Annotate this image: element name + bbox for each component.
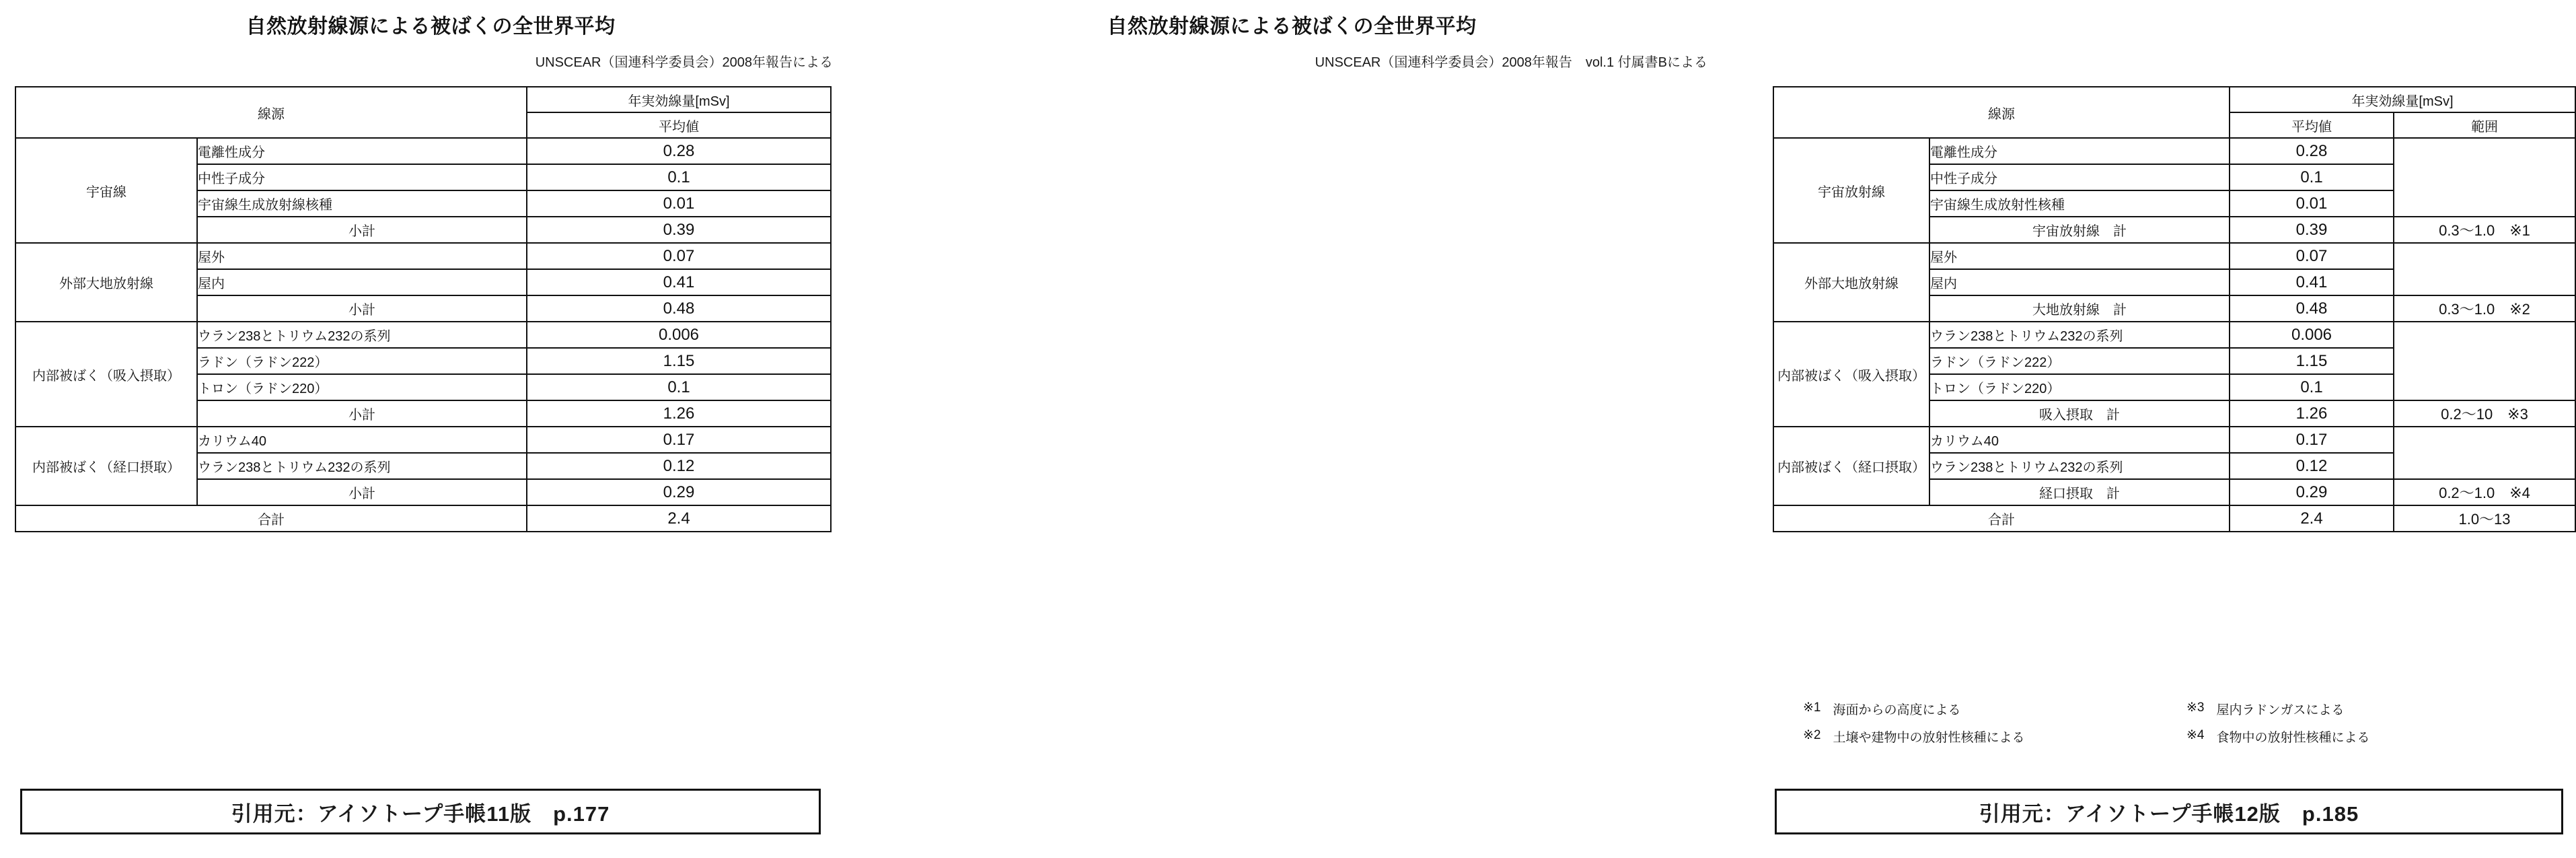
right-page-title: 自然放射線源による被ばくの全世界平均: [1107, 15, 1477, 38]
header-range-col: 範囲: [2394, 112, 2575, 138]
table-row: [1773, 138, 2575, 164]
row-value: 0.1: [527, 374, 831, 400]
table-row: [1773, 322, 2575, 348]
footnote-item: [2186, 700, 2570, 718]
row-label: ウラン238とトリウム232の系列: [197, 453, 527, 479]
row-label: ウラン238とトリウム232の系列: [1929, 453, 2230, 479]
row-label: 屋外: [1929, 243, 2230, 269]
group-label: 内部被ばく（吸入摂取）: [15, 322, 197, 427]
table-row: [1773, 243, 2575, 269]
subtotal-label: 小計: [197, 217, 527, 243]
header-mean-col: 平均値: [527, 112, 831, 138]
row-value: 0.12: [2230, 453, 2394, 479]
table-header-row: [15, 87, 831, 112]
row-value: 0.01: [2230, 190, 2394, 217]
table-total-row: [15, 505, 831, 532]
row-value: 0.41: [2230, 269, 2394, 295]
row-label: トロン（ラドン220）: [1929, 374, 2230, 400]
subtotal-value: 0.29: [2230, 479, 2394, 505]
group-label: 内部被ばく（経口摂取）: [15, 427, 197, 505]
row-range: [2394, 138, 2575, 217]
table-row: [15, 138, 831, 164]
group-label: 外部大地放射線: [15, 243, 197, 322]
subtotal-range: 0.2〜1.0 ※4: [2394, 479, 2575, 505]
row-label: 宇宙線生成放射性核種: [1929, 190, 2230, 217]
group-label: 宇宙放射線: [1773, 138, 1929, 243]
subtotal-label: 吸入摂取 計: [1929, 400, 2230, 427]
subtotal-label: 小計: [197, 479, 527, 505]
row-value: 0.1: [2230, 374, 2394, 400]
row-label: 屋外: [197, 243, 527, 269]
row-range: [2394, 427, 2575, 479]
row-label: ウラン238とトリウム232の系列: [197, 322, 527, 348]
row-value: 0.07: [527, 243, 831, 269]
header-dose-col: 年実効線量[mSv]: [2230, 87, 2575, 112]
header-source-col: 線源: [15, 87, 527, 138]
subtotal-range: 0.3〜1.0 ※1: [2394, 217, 2575, 243]
row-value: 0.12: [527, 453, 831, 479]
footnote-item: [1803, 700, 2186, 718]
total-value: 2.4: [527, 505, 831, 532]
group-label: 内部被ばく（経口摂取）: [1773, 427, 1929, 505]
row-value: 0.28: [2230, 138, 2394, 164]
subtotal-value: 1.26: [2230, 400, 2394, 427]
row-label: 電離性成分: [1929, 138, 2230, 164]
group-label: 外部大地放射線: [1773, 243, 1929, 322]
left-source-citation: 引用元：アイソトープ手帳11版 p.177: [20, 789, 821, 834]
footnote-text: 屋内ラドンガスによる: [2216, 703, 2345, 717]
row-label: ウラン238とトリウム232の系列: [1929, 322, 2230, 348]
row-range: [2394, 322, 2575, 400]
row-label: ラドン（ラドン222）: [1929, 348, 2230, 374]
row-label: 中性子成分: [1929, 164, 2230, 190]
total-label: 合計: [1773, 505, 2230, 532]
row-label: ラドン（ラドン222）: [197, 348, 527, 374]
header-source-col: 線源: [1773, 87, 2230, 138]
group-label: 内部被ばく（吸入摂取）: [1773, 322, 1929, 427]
left-page-title: 自然放射線源による被ばくの全世界平均: [246, 15, 616, 38]
row-label: トロン（ラドン220）: [197, 374, 527, 400]
subtotal-label: 小計: [197, 295, 527, 322]
row-value: 1.15: [2230, 348, 2394, 374]
row-value: 0.01: [527, 190, 831, 217]
footnote-item: [1803, 727, 2186, 746]
footnotes: [1803, 700, 2570, 755]
row-label: 中性子成分: [197, 164, 527, 190]
footnote-text: 土壌や建物中の放射性核種による: [1833, 731, 2025, 745]
row-label: 宇宙線生成放射線核種: [197, 190, 527, 217]
right-source-citation: 引用元：アイソトープ手帳12版 p.185: [1775, 789, 2563, 834]
row-label: カリウム40: [197, 427, 527, 453]
table-row: [15, 427, 831, 453]
table-row: [15, 243, 831, 269]
footnote-mark: ※1: [1803, 701, 1821, 715]
footnote-row: [1803, 727, 2570, 746]
row-value: 1.15: [527, 348, 831, 374]
total-label: 合計: [15, 505, 527, 532]
left-data-table: [15, 86, 832, 532]
row-value: 0.1: [2230, 164, 2394, 190]
footnote-mark: ※3: [2186, 701, 2205, 715]
footnote-text: 食物中の放射性核種による: [2216, 731, 2370, 745]
subtotal-value: 0.39: [527, 217, 831, 243]
table-total-row: [1773, 505, 2575, 532]
row-value: 0.006: [527, 322, 831, 348]
right-data-table: [1773, 86, 2576, 532]
footnote-text: 海面からの高度による: [1833, 703, 1961, 717]
subtotal-value: 1.26: [527, 400, 831, 427]
row-value: 0.17: [2230, 427, 2394, 453]
total-value: 2.4: [2230, 505, 2394, 532]
table-row: [1773, 427, 2575, 453]
footnote-item: [2186, 727, 2570, 746]
total-range: 1.0〜13: [2394, 505, 2575, 532]
right-panel: [861, 0, 2530, 858]
table-header-row: [1773, 87, 2575, 112]
subtotal-value: 0.29: [527, 479, 831, 505]
group-label: 宇宙線: [15, 138, 197, 243]
subtotal-label: 大地放射線 計: [1929, 295, 2230, 322]
subtotal-value: 0.39: [2230, 217, 2394, 243]
row-label: カリウム40: [1929, 427, 2230, 453]
row-value: 0.17: [527, 427, 831, 453]
left-subtitle: UNSCEAR（国連科学委員会）2008年報告による: [535, 55, 833, 70]
row-label: 屋内: [197, 269, 527, 295]
row-label: 屋内: [1929, 269, 2230, 295]
table-row: [15, 322, 831, 348]
subtotal-value: 0.48: [527, 295, 831, 322]
left-panel: [0, 0, 861, 858]
row-value: 0.006: [2230, 322, 2394, 348]
subtotal-range: 0.3〜1.0 ※2: [2394, 295, 2575, 322]
row-value: 0.1: [527, 164, 831, 190]
footnote-mark: ※4: [2186, 728, 2205, 742]
row-value: 0.41: [527, 269, 831, 295]
subtotal-label: 経口摂取 計: [1929, 479, 2230, 505]
subtotal-value: 0.48: [2230, 295, 2394, 322]
right-subtitle: UNSCEAR（国連科学委員会）2008年報告 vol.1 付属書Bによる: [1315, 55, 1707, 70]
row-value: 0.28: [527, 138, 831, 164]
row-label: 電離性成分: [197, 138, 527, 164]
row-range: [2394, 243, 2575, 295]
header-dose-col: 年実効線量[mSv]: [527, 87, 831, 112]
row-value: 0.07: [2230, 243, 2394, 269]
subtotal-label: 宇宙放射線 計: [1929, 217, 2230, 243]
subtotal-range: 0.2〜10 ※3: [2394, 400, 2575, 427]
footnote-row: [1803, 700, 2570, 718]
header-mean-col: 平均値: [2230, 112, 2394, 138]
footnote-mark: ※2: [1803, 728, 1821, 742]
subtotal-label: 小計: [197, 400, 527, 427]
